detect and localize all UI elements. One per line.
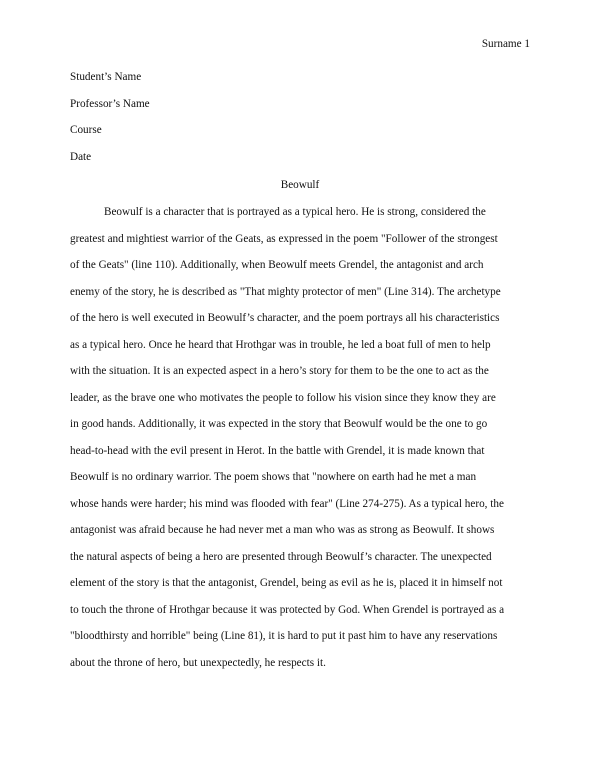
paragraph-line: in good hands. Additionally, it was expected in the story that Beowulf would be the one to go [70, 418, 488, 430]
mla-heading [70, 70, 530, 176]
paragraph-line: leader, as the brave one who motivates the people to follow his vision since they know they are [70, 391, 496, 404]
paragraph-line: enemy of the story, he is described as "That mighty protector of men" (Line 314). The archetype [70, 285, 501, 298]
body-paragraph [70, 205, 540, 682]
document-title: Beowulf [280, 179, 320, 191]
paragraph-line: Beowulf is a character that is portrayed as a typical hero. He is strong, considered the [104, 206, 486, 218]
running-head: Surname 1 [481, 38, 530, 50]
professor-name: Professor’s Name [70, 97, 150, 110]
paragraph-line: to touch the throne of Hrothgar because it was protected by God. When Grendel is portrayed as a [70, 603, 505, 616]
paragraph-line: about the throne of hero, but unexpectedly, he respects it. [70, 656, 326, 669]
paragraph-line: Beowulf is no ordinary warrior. The poem shows that "nowhere on earth had he met a man [70, 471, 477, 483]
paragraph-line: of the hero is well executed in Beowulf’s character, and the poem portrays all his characteristics [70, 312, 500, 324]
course-name: Course [70, 124, 102, 136]
student-name: Student’s Name [70, 71, 142, 83]
paragraph-line: "bloodthirsty and horrible" being (Line 81), it is hard to put it past him to have any reservations [70, 630, 498, 642]
paragraph-line: greatest and mightiest warrior of the Geats, as expressed in the poem "Follower of the strongest [70, 232, 498, 245]
paragraph-line: antagonist was afraid because he had never met a man who was as strong as Beowulf. It shows [70, 524, 495, 536]
paragraph-line: the natural aspects of being a hero are presented through Beowulf’s character. The unexpected [70, 550, 492, 563]
paragraph-line: head-to-head with the evil present in Herot. In the battle with Grendel, it is made known that [70, 444, 485, 457]
paragraph-line: whose hands were harder; his mind was flooded with fear" (Line 274-275). As a typical hero, the [70, 497, 504, 510]
paragraph-line: with the situation. It is an expected aspect in a hero’s story for them to be the one to act as the [70, 365, 489, 377]
paragraph-line: element of the story is that the antagonist, Grendel, being as evil as he is, placed it in himself not [70, 577, 503, 589]
paragraph-line: of the Geats" (line 110). Additionally, when Beowulf meets Grendel, the antagonist and arch [70, 259, 484, 271]
paragraph-line: as a typical hero. Once he heard that Hrothgar was in trouble, he led a boat full of men to help [70, 338, 491, 351]
date: Date [70, 150, 92, 163]
